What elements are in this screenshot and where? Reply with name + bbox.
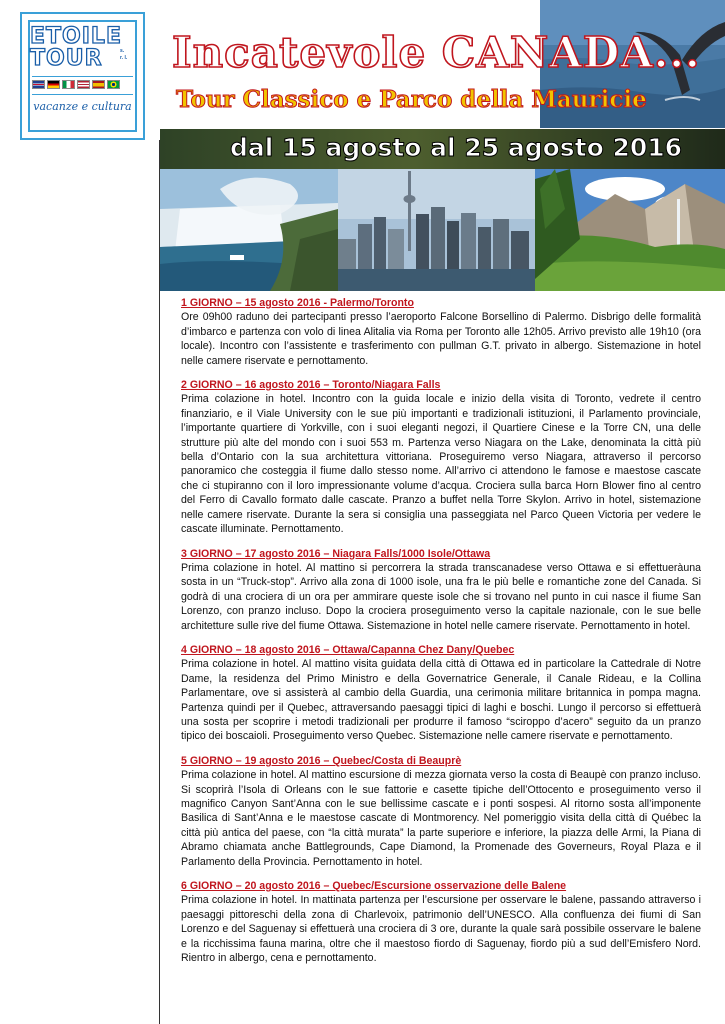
company-logo	[20, 12, 145, 140]
left-margin-rule	[159, 140, 160, 1024]
mauricie-park-photo	[535, 169, 725, 291]
flags-row	[32, 80, 120, 89]
day-entry	[181, 378, 701, 536]
day-description: Ore 09h00 raduno dei partecipanti presso l’aeroporto Falcone Borsellino di Palermo. Disbrigo delle formalità d’imbarco e partenza con volo di linea Alitalia via Roma per Toronto alle 12h05. Arrivo previsto alle 19h10 (ora locale). Incontro con l’assistente e trasferimento con pullman G.T. privato in albergo. Sistemazione in hotel nelle camere riservate e pernottamento.	[181, 311, 701, 367]
day-heading: 1 GIORNO – 15 agosto 2016 - Palermo/Toronto	[181, 297, 414, 309]
page-title: Incatevole CANADA...	[172, 28, 701, 77]
day-entry	[181, 643, 701, 744]
itinerary	[181, 296, 701, 975]
logo-word-etoile: ETOILE	[30, 24, 122, 49]
logo-srl: s. r. l.	[120, 48, 128, 61]
day-description: Prima colazione in hotel. Al mattino escursione di mezza giornata verso la costa di Beaupè con pranzo incluso. Si scoprirà l’Isola di Orleans con le sue fattorie e casette tipiche dell’Ottocento e proseguimento verso il magnifico Canyon Sant’Anna con le sue bellissime cascate e i ponti sospesi. Al ritorno sosta all’imponente Basilica di Sant’Anna e le maestose cascate di Montmorency. Nel pomeriggio visita della città di Québec la città più antica del paese, con “la città murata” la parte superiore e inferiore, la piazza delle Armi, la Piana di Abramo chiamata anche Battlegrounds, Cape Diamond, la Promenade des Governeurs, Royal Plaza e il Parlamento della Provincia. Pernottamento in hotel.	[181, 769, 701, 868]
day-entry	[181, 879, 701, 965]
logo-divider	[32, 94, 133, 95]
day-entry	[181, 296, 701, 368]
day-heading: 6 GIORNO – 20 agosto 2016 – Quebec/Escursione osservazione delle Balene	[181, 880, 567, 893]
day-description: Prima colazione in hotel. Al mattino visita guidata della città di Ottawa ed in particolare la Cattedrale di Notre Dame, la residenza del Primo Ministro e della Governatrice Generale, il Canale Rideau, e la Collina Parlamentare, ove si assisterà al cambio della Guardia, una cerimonia militare britannica in pompa magna. Partenza quindi per il Quebec, attraversando paesaggi tipici di laghi e boschi. Lungo il percorso si effettuerà una sosta per scoprire i metodi tradizionali per produrre il famoso “sciroppo d’acero” seguito da un pranzo tipico dei boscaioli. Proseguimento verso Quebec. Sistemazione nelle camere riservate e pernottamento.	[181, 658, 701, 743]
niagara-falls-photo	[160, 169, 338, 291]
page-subtitle: Tour Classico e Parco della Mauricie	[176, 86, 647, 113]
flag-brazil-icon	[107, 80, 120, 89]
tour-dates: dal 15 agosto al 25 agosto 2016	[230, 133, 683, 162]
logo-divider	[32, 76, 133, 77]
day-heading: 2 GIORNO – 16 agosto 2016 – Toronto/Niagara Falls	[181, 379, 441, 392]
day-entry	[181, 754, 701, 869]
day-heading: 5 GIORNO – 19 agosto 2016 – Quebec/Costa di Beauprè	[181, 754, 462, 767]
flag-usa-icon	[77, 80, 90, 89]
day-description: Prima colazione in hotel. In mattinata partenza per l’escursione per osservare le balene, passando attraverso i paesaggi pittoreschi della zona di Charlevoix, patrimonio dell’UNESCO. Alla confluenza dei fiumi di San Lorenzo e del Saguenay si effettuerà una crociera di 3 ore, durante la quale sarà possibile osservare le balene e la ricchissima fauna marina, oltre che il maestoso fiordo di Saguenay, fiordo più a sud dell’Emisfero Nord. Rientro in albergo, cena e pernottamento.	[181, 894, 701, 965]
logo-tagline: vacanze e cultura	[33, 100, 132, 113]
day-description: Prima colazione in hotel. Al mattino si percorrera la strada transcanadese verso Ottawa e si effettueràuna sosta in un “Truck-stop”. Arrivo alla zona di 1000 isole, una fra le più belle e romantiche zone del Canada. Si godrà di una crociera di un ora per ammirare queste isole che si trovano nel punto in cui nasce il fiume San Lorenzo, con pranzo incluso. Dopo la crociera proseguimento verso la capitale nazionale, con le sue belle architetture sulle rive del fiume Ottawa. Sistemazione in hotel nelle camere riservate. Pernottamento in hotel.	[181, 561, 701, 632]
day-heading: 3 GIORNO – 17 agosto 2016 – Niagara Falls/1000 Isole/Ottawa	[181, 547, 491, 560]
flag-germany-icon	[47, 80, 60, 89]
flag-spain-icon	[92, 80, 105, 89]
day-heading: 4 GIORNO – 18 agosto 2016 – Ottawa/Capanna Chez Dany/Quebec	[181, 643, 515, 656]
dates-banner	[160, 129, 725, 169]
flag-uk-icon	[32, 80, 45, 89]
day-description: Prima colazione in hotel. Incontro con la guida locale e inizio della visita di Toronto, vedrete il centro finanziario, e il Viale University con le sue più importanti e tradizionali istituzioni, il Parlamento provinciale, l’importante quartiere di Yorkville, con i suoi eleganti negozi, il Quartiere Cinese e la Torre CN, una delle strutture più alte del mondo con i suoi 553 m. Partenza verso Niagara on the Lake, denominata la città più bella d’Ontario con la sua architettura vittoriana. Proseguiremo verso Niagara, attraverso il percorso panoramico che costeggia il fiume dallo stesso nome. All’arrivo ci attendono le famose e maestose cascate che ci stupiranno con il loro impressionante volume d’acqua. Crociera sulla barca Horn Blower fino al centro del Ferro di Cavallo formato dalle cascate. Pranzo a buffet nella Torre Skylon. Arrivo in hotel, sistemazione nelle camere riservate. Durante la sera si consiglia una passeggiata nel Parco Queen Victoria per vedere le cascate illuminate. Pernottamento.	[181, 393, 701, 536]
toronto-skyline-photo	[338, 169, 535, 291]
flag-italy-icon	[62, 80, 75, 89]
day-entry	[181, 547, 701, 633]
logo-word-tour: TOUR	[30, 46, 103, 71]
